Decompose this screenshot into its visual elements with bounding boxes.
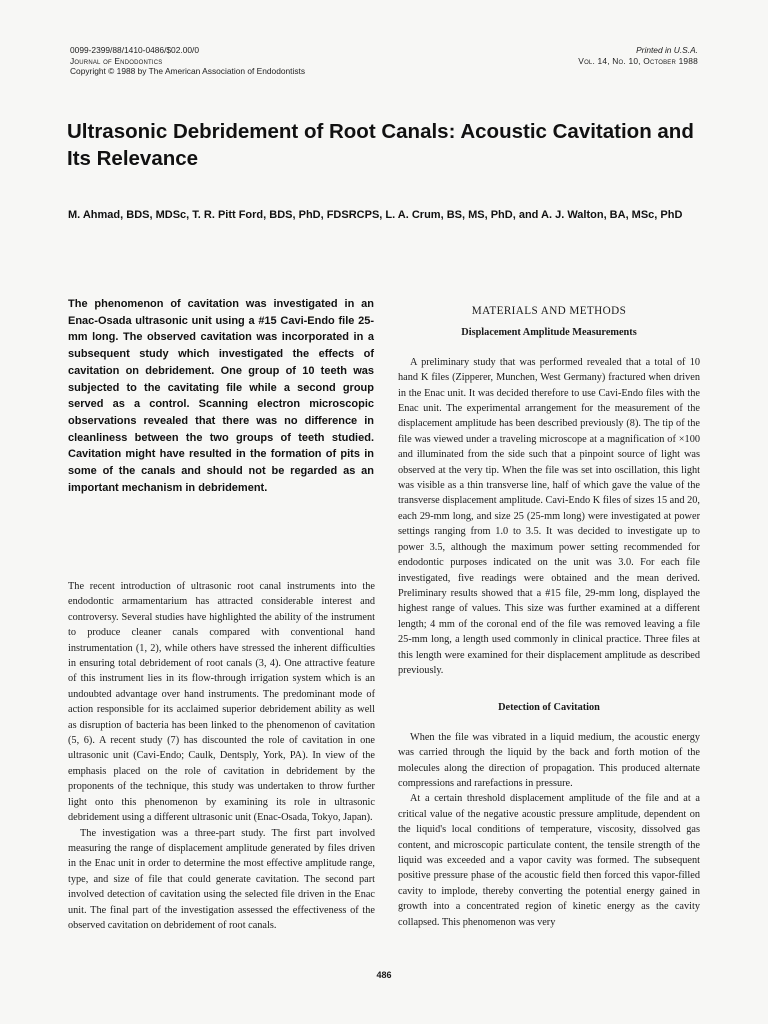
page-number: 486 — [376, 970, 392, 980]
intro-paragraph-2: The investigation was a three-part study. The first part involved measuring the range of displacement amplitude generated by files driven in the Enac unit in order to determine the most effective amplitude range, type, and size of file that could generate cavitation. The second part involved detection of cavitation using the selected file driven in the Enac unit. The final part of the investigation assessed the effectiveness of the observed cavitation on debridement of root canals. — [68, 827, 375, 931]
subheading-cavitation: Detection of Cavitation — [498, 702, 600, 714]
article-title: Ultrasonic Debridement of Root Canals: Acoustic Cavitation and Its Relevance — [67, 120, 694, 170]
printed-in: Printed in U.S.A. — [636, 45, 698, 55]
intro-paragraph-1: The recent introduction of ultrasonic root canal instruments into the endodontic armamentarium has attracted considerable interest and controversy. Several studies have highlighted the ability of the instrument to produce cleaner canals compared with conventional hand instrumentation (1, 2), while others have stressed the inherent difficulties in ensuring total debridement of root canals (3, 4). One attractive feature of this instrument lies in its flow-through irrigation system which is an undoubted advantage over hand instruments. The predominant mode of action responsible for its acclaimed superior debridement ability as well as disruption of bacteria has been linked to the phenomenon of cavitation (5, 6). A recent study (7) has discounted the role of cavitation in one ultrasonic unit (Cavi-Endo; Caulk, Dentsply, York, PA). In view of the emphasis placed on the role of cavitation in debridement by the proponents of the technique, this study was undertaken to throw further light onto this phenomenon by examining its role in ultrasonic debridement using a different ultrasonic unit (Enac-Osada, Tokyo, Japan). — [68, 581, 375, 824]
volume-issue: Vol. 14, No. 10, October 1988 — [578, 55, 698, 66]
methods-column — [398, 304, 700, 930]
journal-header-left — [70, 45, 305, 77]
methods-paragraph-3: At a certain threshold displacement amplitude of the file and at a critical value of the negative acoustic pressure amplitude, dependent on the liquid's local conditions of temperature, viscosity, dissolved gas content, and microscopic particulate content, the tensile strength of the liquid was exceeded and a vapor cavity was formed. The subsequent positive pressure phase of the acoustic field then forced this vapor-filled cavity to implode, thereby converting the potential energy gained in growth into a concentrated region of kinetic energy as the cavity collapsed. This phenomenon was very — [398, 793, 700, 928]
section-heading-methods: MATERIALS AND METHODS — [471, 305, 627, 317]
copyright-line: Copyright © 1988 by The American Association of Endodontists — [70, 66, 306, 77]
subheading-displacement: Displacement Amplitude Measurements — [461, 327, 637, 339]
methods-paragraph-2: When the file was vibrated in a liquid medium, the acoustic energy was carried through the liquid by the back and forth motion of the molecules along the direction of propagation. This produced alternate compressions and rarefactions in pressure. — [398, 731, 700, 789]
author-list: M. Ahmad, BDS, MDSc, T. R. Pitt Ford, BDS, PhD, FDSRCPS, L. A. Crum, BS, MS, PhD, and A. J. Walton, BA, MSc, PhD — [68, 209, 683, 221]
introduction-column — [68, 579, 375, 933]
article-code: 0099-2399/88/1410-0486/$02.00/0 — [70, 45, 199, 55]
journal-name: Journal of Endodontics — [70, 55, 163, 66]
journal-header-right — [578, 45, 698, 66]
abstract: The phenomenon of cavitation was investigated in an Enac-Osada ultrasonic unit using a #15 Cavi-Endo file 25-mm long. The observed cavitation was incorporated in a subsequent study which investigated the effects of cavitation on debridement. One group of 10 teeth was subjected to the cavitating file while a second group served as a control. Scanning electron microscopic observations revealed that there was no difference in cleanliness between the two groups of teeth studied. Cavitation might have resulted in the formation of pits in some of the canals and should not be regarded as an important mechanism in debridement. — [68, 298, 374, 494]
methods-paragraph-1: A preliminary study that was performed revealed that a total of 10 hand K files (Zipperer, Munchen, West Germany) fractured when driven in the Enac unit. It was decided therefore to use Cavi-Endo files with the Enac unit. The experimental arrangement for the measurement of the displacement amplitude has been described previously (8). The tip of the file was viewed under a traveling microscope at a magnification of ×100 and illuminated from the side such that a pinpoint source of light was observed at the very tip. When the file was set into oscillation, this light was visible as a thin transverse line, half of which gave the value of the transverse displacement amplitude. Cavi-Endo K files of sizes 15 and 20, each 29-mm long, and size 25 (25-mm long) were investigated at power settings ranging from 1.0 to 3.5. It was decided to investigate up to power 3.5, although the maximum power setting recommended for endodontic purposes indicated on the unit was 3.0. For each file investigated, five readings were obtained and the mean derived. Preliminary results showed that a #15 file, 29-mm long, displayed the highest range of values. This size was further examined at a different length; 4 mm of the coronal end of the file was removed leaving a file 25-mm long, a length used commonly in clinical practice. Three files at this length were examined for their displacement amplitude as described previously. — [398, 356, 700, 676]
